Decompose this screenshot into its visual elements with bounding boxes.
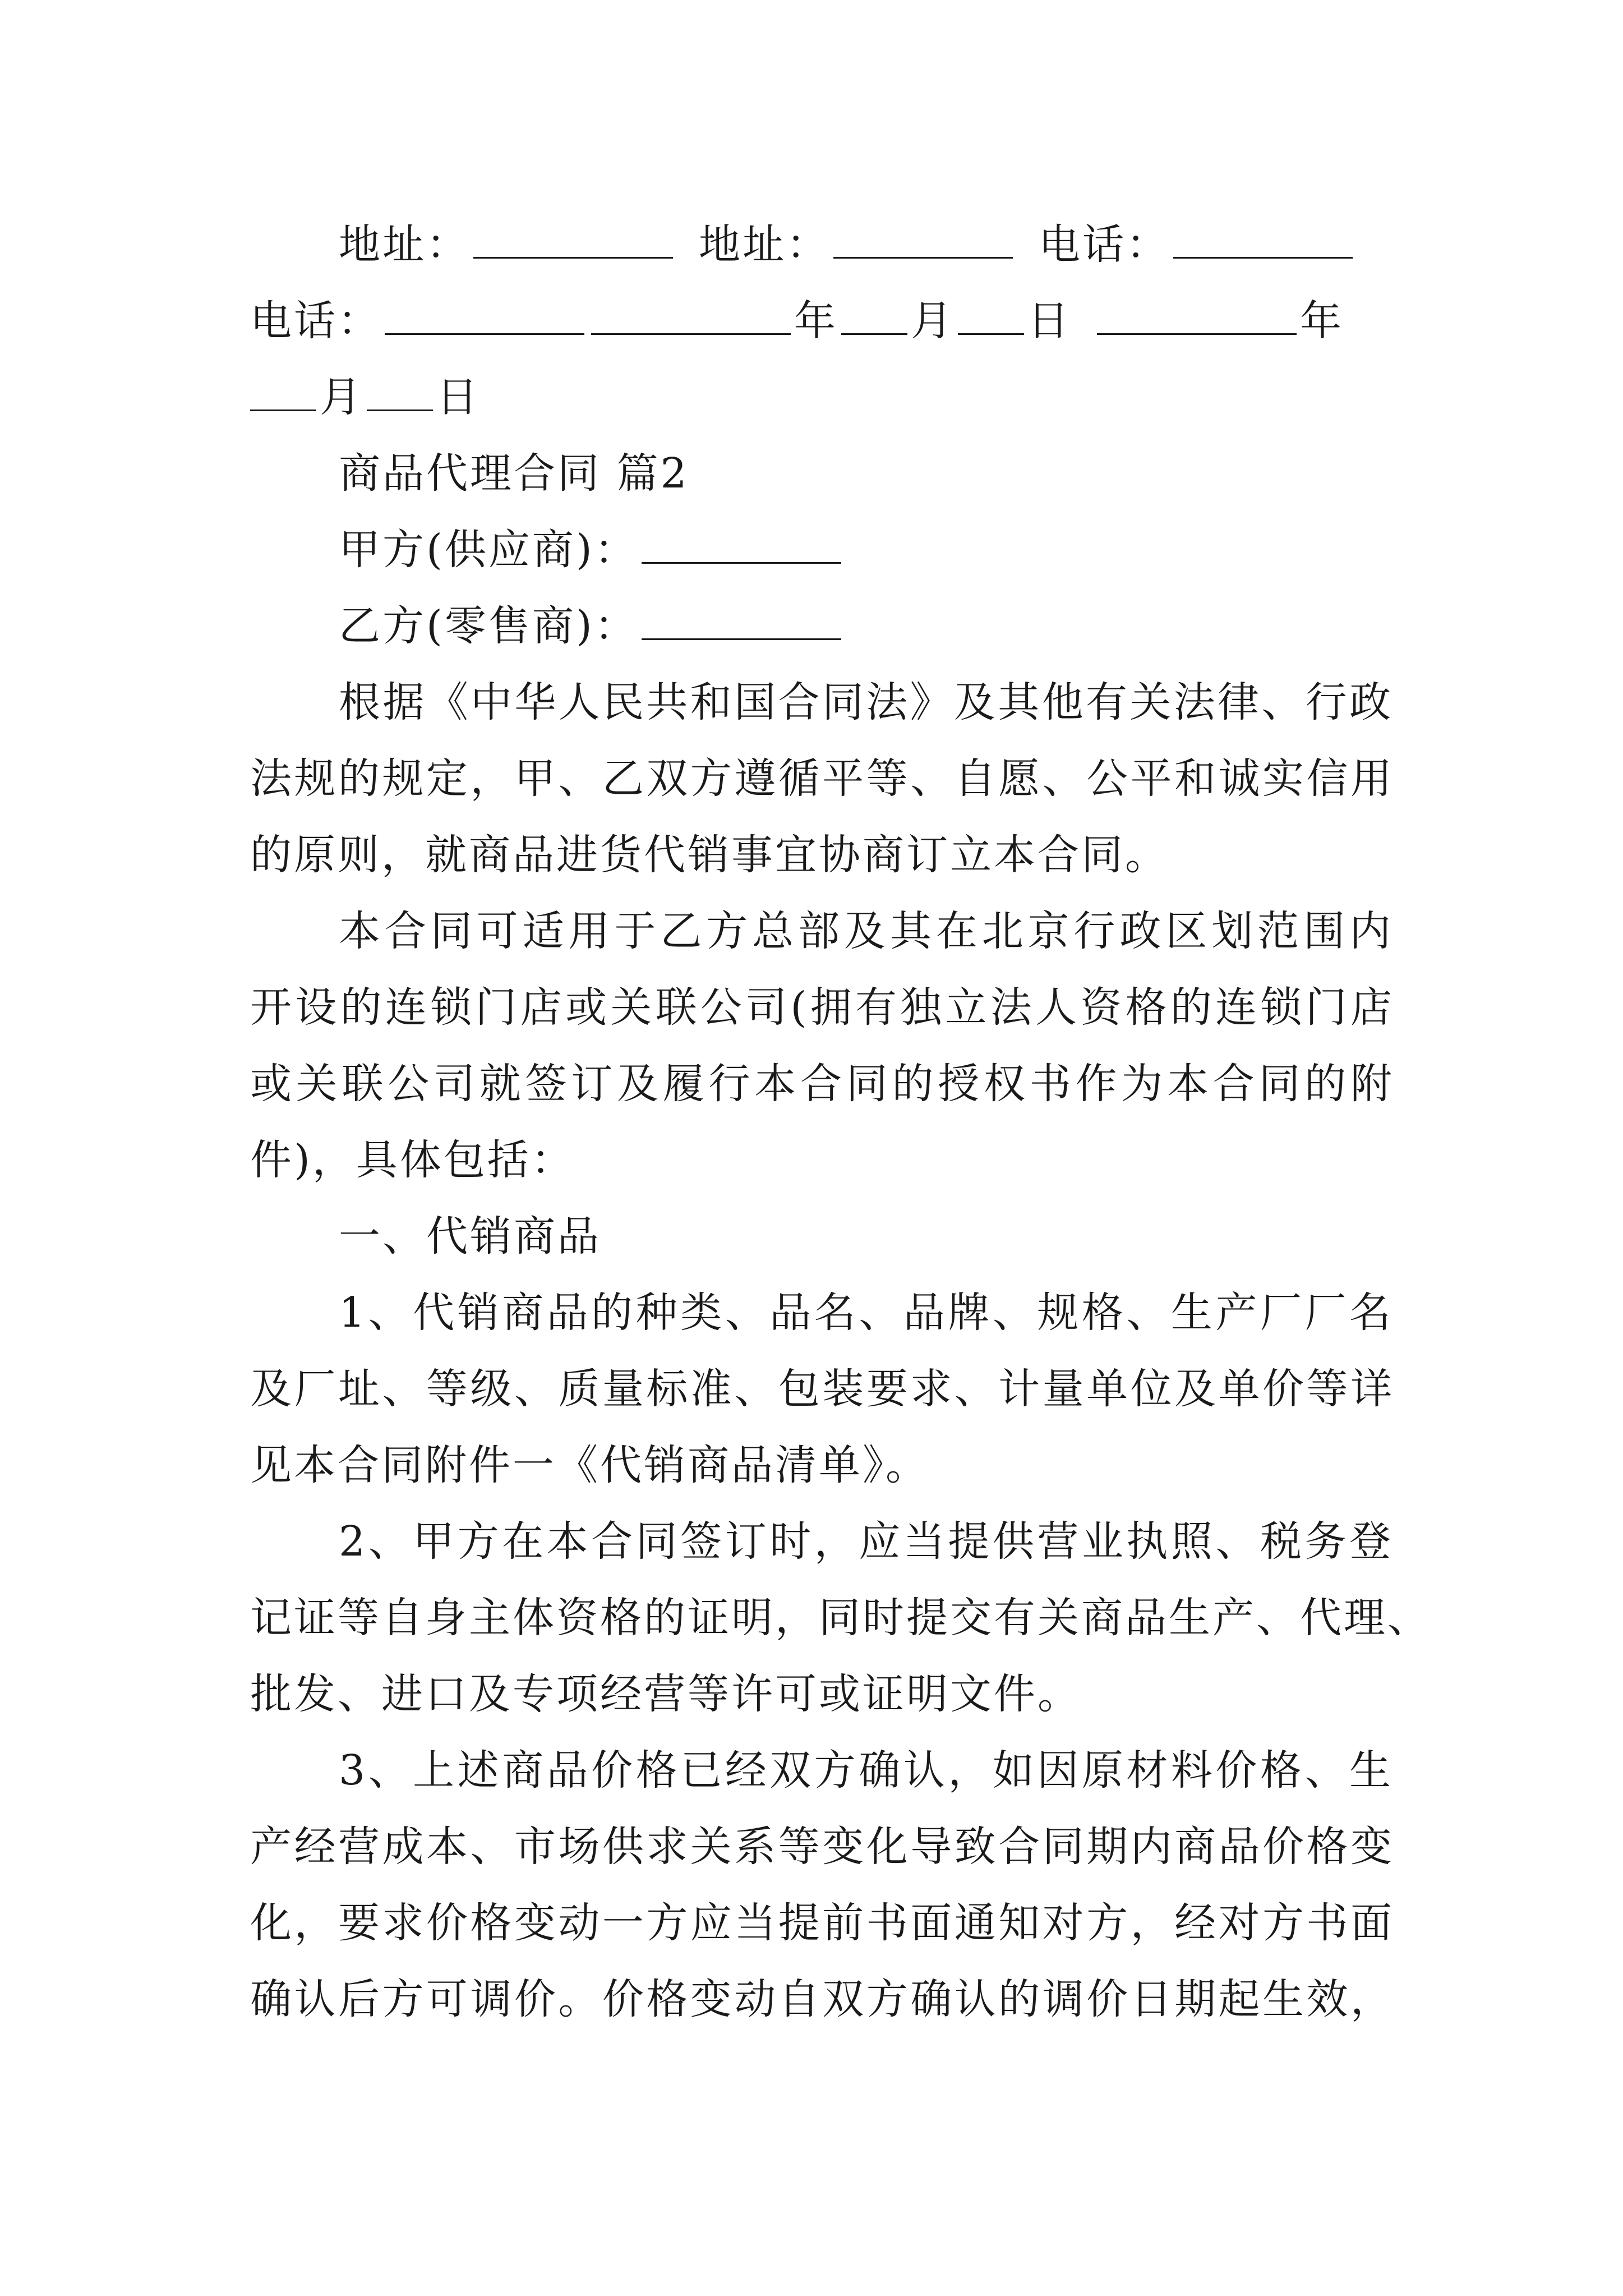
date-day-blank-2 bbox=[367, 374, 433, 411]
paragraph-line: 1、代销商品的种类、品名、品牌、规格、生产厂厂名 bbox=[339, 1289, 1393, 1337]
party-a-row bbox=[339, 523, 1393, 577]
paragraph-line: 及厂址、等级、质量标准、包装要求、计量单位及单价等详 bbox=[250, 1365, 1394, 1413]
date-month-blank-1 bbox=[841, 297, 907, 335]
contact-row-2 bbox=[250, 294, 1394, 348]
paragraph-line: 的原则，就商品进货代销事宜协商订立本合同。 bbox=[250, 831, 1169, 879]
party-b-row bbox=[339, 599, 1393, 653]
paragraph-line: 本合同可适用于乙方总部及其在北京行政区划范围内 bbox=[339, 907, 1393, 955]
day-label-2: 日 bbox=[436, 373, 480, 421]
paragraph-line: 见本合同附件一《代销商品清单》。 bbox=[250, 1441, 929, 1489]
paragraph-line: 批发、进口及专项经营等许可或证明文件。 bbox=[250, 1670, 1081, 1718]
paragraph-line: 确认后方可调价。价格变动自双方确认的调价日期起生效， bbox=[250, 1975, 1394, 2023]
month-label-1: 月 bbox=[911, 297, 955, 345]
address-label-1: 地址： bbox=[339, 220, 470, 269]
year-label-1: 年 bbox=[794, 297, 838, 345]
year-label-2: 年 bbox=[1300, 297, 1344, 345]
date-month-blank-2 bbox=[250, 374, 316, 411]
paragraph-line: 记证等自身主体资格的证明，同时提交有关商品生产、代理、 bbox=[250, 1594, 1431, 1642]
address-blank-1 bbox=[473, 221, 673, 259]
party-a-label: 甲方(供应商)： bbox=[339, 526, 638, 574]
paragraph-line: 3、上述商品价格已经双方确认，如因原材料价格、生 bbox=[339, 1746, 1393, 1795]
party-a-blank bbox=[642, 526, 841, 564]
phone-blank-1 bbox=[1173, 221, 1353, 259]
date-year-blank-2 bbox=[1097, 297, 1297, 335]
paragraph-line: 化，要求价格变动一方应当提前书面通知对方，经对方书面 bbox=[250, 1899, 1394, 1947]
paragraph-line: 件)，具体包括： bbox=[250, 1136, 575, 1184]
paragraph-line: 产经营成本、市场供求关系等变化导致合同期内商品价格变 bbox=[250, 1823, 1394, 1871]
date-day-blank-1 bbox=[958, 297, 1024, 335]
date-year-blank-1 bbox=[591, 297, 791, 335]
day-label-1: 日 bbox=[1027, 297, 1071, 345]
section-title: 商品代理合同 篇2 bbox=[339, 449, 689, 498]
phone-blank-2 bbox=[385, 297, 584, 335]
phone-label-1: 电话： bbox=[1039, 220, 1170, 269]
paragraph-line: 根据《中华人民共和国合同法》及其他有关法律、行政 bbox=[339, 678, 1393, 726]
paragraph-line: 或关联公司就签订及履行本合同的授权书作为本合同的附 bbox=[250, 1060, 1394, 1108]
paragraph-line: 开设的连锁门店或关联公司(拥有独立法人资格的连锁门店 bbox=[250, 983, 1394, 1032]
party-b-label: 乙方(零售商)： bbox=[339, 602, 638, 650]
paragraph-line: 2、甲方在本合同签订时，应当提供营业执照、税务登 bbox=[339, 1517, 1393, 1566]
month-label-2: 月 bbox=[320, 373, 363, 421]
contact-row-3 bbox=[250, 370, 1394, 424]
party-b-blank bbox=[642, 602, 841, 640]
phone-label-2: 电话： bbox=[250, 297, 381, 345]
paragraph-line: 法规的规定，甲、乙双方遵循平等、自愿、公平和诚实信用 bbox=[250, 754, 1394, 803]
contact-row-1 bbox=[339, 218, 1393, 272]
address-blank-2 bbox=[833, 221, 1013, 259]
address-label-2: 地址： bbox=[699, 220, 830, 269]
section-heading: 一、代销商品 bbox=[339, 1212, 601, 1260]
